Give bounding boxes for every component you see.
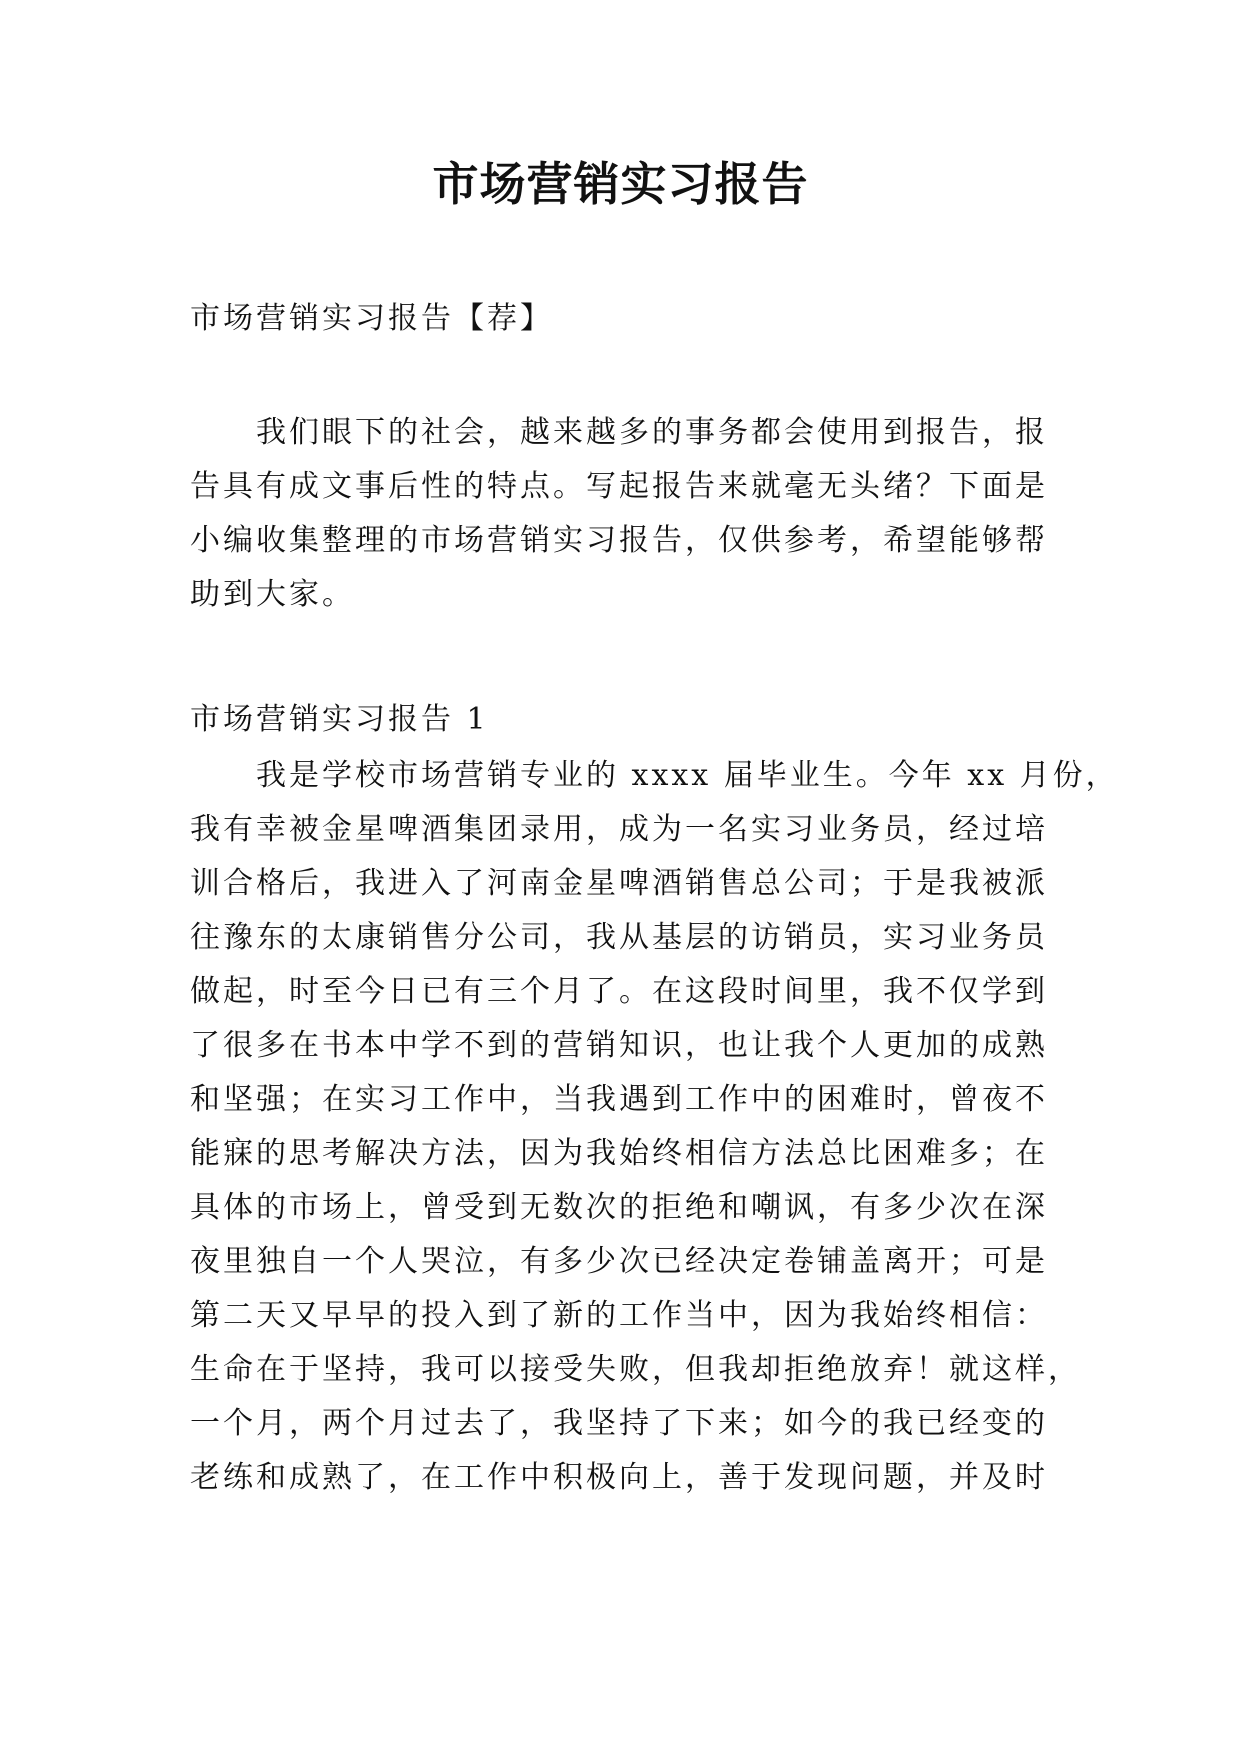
intro-line: 告具有成文事后性的特点。写起报告来就毫无头绪？下面是 [190,469,1048,504]
section-line: 我是学校市场营销专业的 xxxx 届毕业生。今年 xx 月份， [190,758,1119,793]
document-subtitle: 市场营销实习报告【荐】 [190,301,553,336]
section-heading: 市场营销实习报告 1 [190,702,489,737]
intro-line: 小编收集整理的市场营销实习报告，仅供参考，希望能够帮 [190,523,1048,558]
intro-line: 我们眼下的社会，越来越多的事务都会使用到报告，报 [190,415,1048,450]
section-line: 训合格后，我进入了河南金星啤酒销售总公司；于是我被派 [190,866,1048,901]
document-title: 市场营销实习报告 [432,157,809,211]
section-line: 和坚强；在实习工作中，当我遇到工作中的困难时，曾夜不 [190,1082,1048,1117]
section-line: 一个月，两个月过去了，我坚持了下来；如今的我已经变的 [190,1406,1048,1441]
intro-line: 助到大家。 [190,577,355,612]
section-line: 老练和成熟了，在工作中积极向上，善于发现问题，并及时 [190,1460,1048,1495]
section-line: 做起，时至今日已有三个月了。在这段时间里，我不仅学到 [190,974,1048,1009]
section-line: 了很多在书本中学不到的营销知识，也让我个人更加的成熟 [190,1028,1048,1063]
section-line: 能寐的思考解决方法，因为我始终相信方法总比困难多；在 [190,1136,1048,1171]
section-line: 生命在于坚持，我可以接受失败，但我却拒绝放弃！就这样， [190,1352,1081,1387]
section-line: 我有幸被金星啤酒集团录用，成为一名实习业务员，经过培 [190,812,1048,847]
section-line: 第二天又早早的投入到了新的工作当中，因为我始终相信： [190,1298,1048,1333]
section-line: 夜里独自一个人哭泣，有多少次已经决定卷铺盖离开；可是 [190,1244,1048,1279]
intro-paragraph [190,406,1056,622]
section-paragraph [190,749,1119,1505]
section-line: 往豫东的太康销售分公司，我从基层的访销员，实习业务员 [190,920,1048,955]
section-line: 具体的市场上，曾受到无数次的拒绝和嘲讽，有多少次在深 [190,1190,1048,1225]
